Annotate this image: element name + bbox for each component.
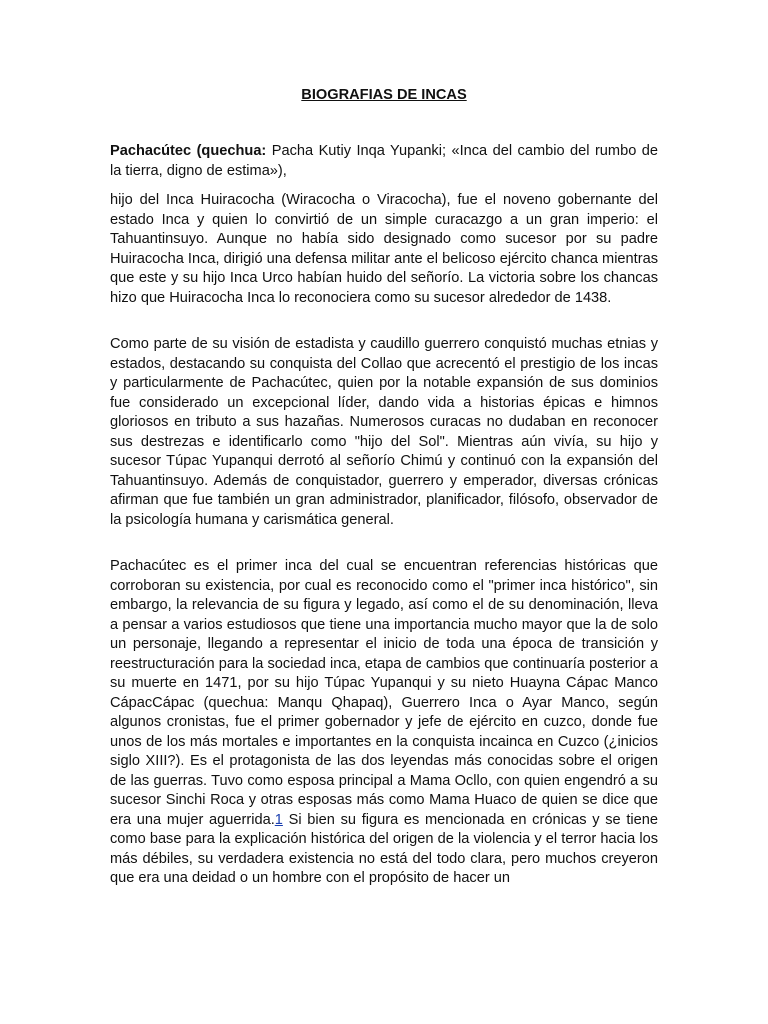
paragraph-3 [110, 557, 658, 889]
footnote-link[interactable]: 1 [274, 811, 283, 828]
paragraph-2: Como parte de su visión de estadista y caudillo guerrero conquistó muchas etnias y estados, destacando su conquista del Collao que acrecentó el prestigio de los incas y particularmente de Pachacútec, quien por la notable expansión de sus dominios fue considerado un excepcional líder, dando vida a historias épicas e himnos gloriosos en tributo a sus hazañas. Numerosos curacas no dudaban en reconocer sus destrezas e identificarlo como "hijo del Sol". Mientras aún vivía, su hijo y sucesor Túpac Yupanqui derrotó al señorío Chimú y continuó con la expansión del Tahuantinsuyo. Además de conquistador, guerrero y emperador, diversas crónicas afirman que fue también un gran administrador, planificador, filósofo, observador de la psicología humana y carismática general. [110, 336, 658, 528]
paragraph-3-text-a: Pachacútec es el primer inca del cual se encuentran referencias históricas que corroboran su existencia, por cual es reconocido como el "primer inca histórico", sin embargo, la relevancia de su figura y legado, así como el de su denominación, lleva a pensar a varios estudiosos que tiene una importancia mucho mayor que la de solo un personaje, llegando a representar el inicio de toda una época de transición y reestructuración para la sociedad inca, etapa de cambios que continuaría posterior a su muerte en 1471, por su hijo Túpac Yupanqui y su nieto Huayna Cápac Manco CápacCápac (quechua: Manqu Qhapaq), Guerrero Inca o Ayar Manco, según algunos cronistas, fue el primer gobernador y jefe de ejército en cuzco, donde fue unos de los más mortales e importantes en la conquista incainca en Cuzco (¿inicios siglo XIII?). Es el protagonista de las dos leyendas más conocidas sobre el origen de las guerras. Tuvo como esposa principal a Mama Ocllo, con quien engendró a su sucesor Sinchi Roca y otras esposas más como Mama Huaco de quien se dice que era una mujer aguerrida. [110, 558, 658, 828]
intro-paragraph [110, 142, 658, 181]
document-title: BIOGRAFIAS DE INCAS [301, 87, 467, 103]
paragraph-1: hijo del Inca Huiracocha (Wiracocha o Viracocha), fue el noveno gobernante del estado Inca y quien lo convirtió de un simple curacazgo a un gran imperio: el Tahuantinsuyo. Aunque no había sido designado como sucesor por su padre Huiracocha Inca, dirigió una defensa militar ante el belicoso ejército chanca mientras que este y su hijo Inca Urco habían huido del señorío. La victoria sobre los chancas hizo que Huiracocha Inca lo reconociera como su sucesor alrededor de 1438. [110, 192, 658, 306]
paragraph-3-text-b: Si bien su figura es mencionada en crónicas y se tiene como base para la explicación histórica del origen de la violencia y el terror hacia los más débiles, su verdadera existencia no está del todo clara, pero muchos creyeron que era una deidad o un hombre con el propósito de hacer un [110, 811, 658, 886]
intro-text: Pacha Kutiy Inqa Yupanki; «Inca del cambio del rumbo de la tierra, digno de estima»), [110, 143, 658, 179]
intro-bold-lead: Pachacútec (quechua: [110, 143, 267, 159]
